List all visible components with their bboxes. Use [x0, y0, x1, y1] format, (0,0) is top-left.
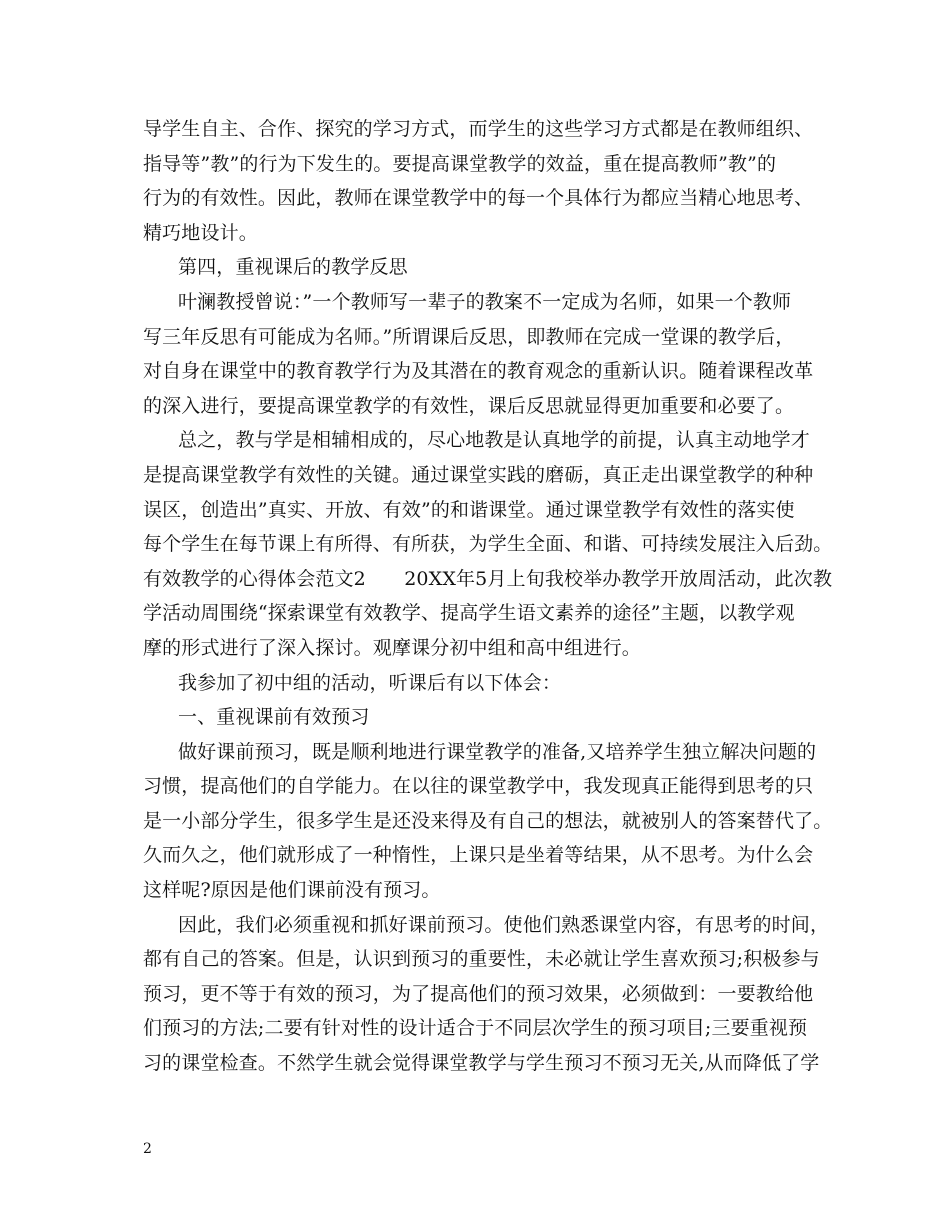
text-line: 是提高课堂教学有效性的关键。通过课堂实践的磨砺，真正走出课堂教学的种种 [143, 463, 814, 486]
text-line: 指导等”教”的行为下发生的。要提高课堂教学的效益，重在提高教师”教”的 [143, 152, 777, 175]
text-line: 都有自己的答案。但是，认识到预习的重要性，未必就让学生喜欢预习;积极参与 [143, 948, 820, 971]
text-line: 这样呢?原因是他们课前没有预习。 [143, 879, 441, 902]
text-line: 久而久之，他们就形成了一种惰性，上课只是坐着等结果，从不思考。为什么会 [143, 844, 814, 867]
text-line: 有效教学的心得体会范文2 20XX年5月上旬我校举办教学开放周活动，此次教 [143, 567, 833, 590]
text-line: 预习，更不等于有效的预习，为了提高他们的预习效果，必须做到：一要教给他 [143, 982, 814, 1005]
text-line: 习的课堂检查。不然学生就会觉得课堂教学与学生预习不预习无关,从而降低了学 [143, 1052, 820, 1075]
section-heading: 第四，重视课后的教学反思 [178, 256, 408, 279]
text-line: 每个学生在每节课上有所得、有所获，为学生全面、和谐、可持续发展注入后劲。 [143, 533, 833, 556]
text-line: 学活动周围绕“探索课堂有效教学、提高学生语文素养的途径”主题，以教学观 [143, 602, 795, 625]
text-line: 导学生自主、合作、探究的学习方式，而学生的这些学习方式都是在教师组织、 [143, 118, 814, 140]
text-line: 习惯，提高他们的自学能力。在以往的课堂教学中，我发现真正能得到思考的只 [143, 775, 814, 798]
text-line: 行为的有效性。因此，教师在课堂教学中的每一个具体行为都应当精心地思考、 [143, 187, 814, 210]
text-line: 误区，创造出”真实、开放、有效”的和谐课堂。通过课堂教学有效性的落实使 [143, 498, 795, 521]
text-line: 摩的形式进行了深入探讨。观摩课分初中组和高中组进行。 [143, 636, 641, 659]
text-line: 是一小部分学生，很多学生是还没来得及有自己的想法，就被别人的答案替代了。 [143, 809, 833, 832]
text-line: 写三年反思有可能成为名师。”所谓课后反思，即教师在完成一堂课的教学后， [143, 325, 795, 348]
text-line: 我参加了初中组的活动，听课后有以下体会： [178, 671, 562, 694]
text-line: 总之，教与学是相辅相成的，尽心地教是认真地学的前提，认真主动地学才 [178, 429, 810, 452]
text-line: 对自身在课堂中的教育教学行为及其潜在的教育观念的重新认识。随着课程改革 [143, 360, 814, 383]
document-body [143, 112, 833, 1081]
text-line: 们预习的方法;二要有针对性的设计适合于不同层次学生的预习项目;三要重视预 [143, 1017, 808, 1040]
page-number: 2 [143, 1141, 152, 1157]
text-line: 因此，我们必须重视和抓好课前预习。使他们熟悉课堂内容，有思考的时间， [178, 913, 830, 936]
text-line: 的深入进行，要提高课堂教学的有效性，课后反思就显得更加重要和必要了。 [143, 394, 795, 417]
text-line: 做好课前预习，既是顺利地进行课堂教学的准备,又培养学生独立解决问题的 [178, 740, 817, 763]
text-line: 精巧地设计。 [143, 221, 258, 244]
section-heading: 一、重视课前有效预习 [178, 706, 370, 729]
text-line: 叶澜教授曾说：”一个教师写一辈子的教案不一定成为名师，如果一个教师 [178, 290, 792, 313]
